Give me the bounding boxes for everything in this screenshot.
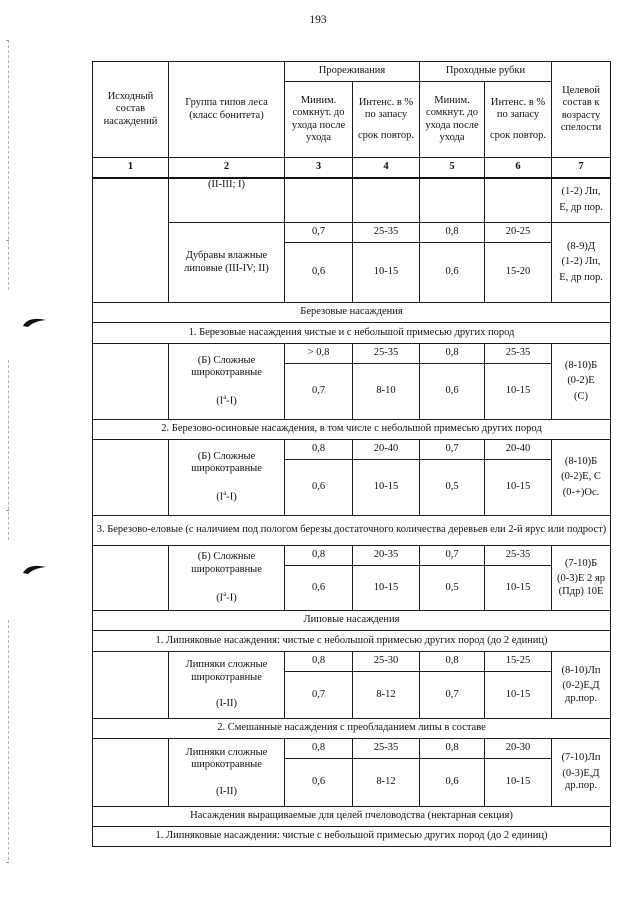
section-title: Насаждения выращиваемые для целей пчеловодства (нектарная секция) [93,807,611,827]
value-cell: 25-35 [485,344,552,364]
value-cell: 10-15 [485,364,552,420]
forest-type-name: (Б) Сложные широкотравные [191,450,262,475]
value-cell: 0,6 [420,243,485,303]
target-line: Е, др пор. [559,271,603,283]
site-class-superscript: а [223,489,227,498]
target-composition-cell [552,344,611,420]
target-line: (1-2) Лп, [561,186,601,198]
value-cell: 0,8 [285,739,353,759]
target-line: (8-10)Лп [561,664,601,676]
header-passage-cuttings: Проходные рубки [420,62,552,82]
target-line: (7-10)Б [564,557,598,569]
target-composition-cell [552,739,611,807]
value-cell: 0,6 [420,364,485,420]
target-line: (С) [574,390,589,402]
value-cell: 0,7 [285,223,353,243]
value-cell: 0,8 [285,546,353,566]
value-cell: 15-25 [485,652,552,672]
margin-tick [6,862,9,863]
header-target-composition: Целевой состав к возрасту спелости [552,62,611,158]
value-cell: 0,6 [420,759,485,807]
column-number: 1 [93,158,169,178]
value-cell: 0,8 [285,440,353,460]
value-cell: 10-15 [353,460,420,516]
site-class: $(I^а-I)$ [216,589,237,604]
subsection-title: 1. Березовые насаждения чистые и с небольшой примесью других пород [93,323,611,344]
empty-cell [485,178,552,223]
binding-hole-mark-lower [22,563,48,575]
target-line: (1-2) Лп, [561,256,601,268]
column-number: 4 [353,158,420,178]
forest-type-name: Липняки сложные широкотравные [185,746,268,771]
header-intensity-thinning [353,82,420,158]
forest-type-cell [169,739,285,807]
target-line: (0-2)Е, С [561,471,601,483]
site-class: $(I^а-I)$ [216,489,237,503]
value-cell: 8-12 [353,672,420,719]
binding-hole-mark-upper [22,316,48,328]
value-cell: 20-40 [353,440,420,460]
value-cell: 0,8 [420,739,485,759]
column-number: 6 [485,158,552,178]
value-cell: 25-35 [353,344,420,364]
value-cell: 8-12 [353,759,420,807]
subsection-title: 2. Смешанные насаждения с преобладанием липы в составе [93,719,611,739]
target-line: (8-10)Б [564,455,598,467]
value-cell: 25-35 [353,739,420,759]
header-repeat-period: срок повтор. [357,129,415,141]
value-cell: 0,7 [285,364,353,420]
value-cell: 0,8 [420,223,485,243]
section-title: Липовые насаждения [93,611,611,631]
forest-type-cell [169,546,285,611]
value-cell: 0,8 [420,344,485,364]
forest-type-name: (Б) Сложные широкотравные [191,551,262,575]
empty-cell [93,440,169,516]
header-min-density-passage: Миним. сомкнут. до ухода после ухода [420,82,485,158]
value-cell: > 0,8 [285,344,353,364]
value-cell: 0,5 [420,566,485,611]
site-class-superscript: а [223,589,227,598]
value-cell: 0,7 [420,672,485,719]
header-thinning: Прореживания [285,62,420,82]
margin-dashed-line [8,620,10,860]
forest-type-cell [169,344,285,420]
target-line: (0-3)Е 2 яр (Пдр) 10Е [557,573,605,597]
target-line: (8-9)Д [566,240,596,252]
value-cell: 20-30 [485,739,552,759]
empty-cell [353,178,420,223]
value-cell: 10-15 [485,759,552,807]
value-cell: 0,7 [285,672,353,719]
forest-type-cell: (II-III; I) [169,178,285,223]
value-cell: 0,6 [285,243,353,303]
margin-tick [6,510,9,511]
target-line: (0-+)Ос. [562,486,600,498]
header-forest-type-group: Группа типов леса (класс бонитета) [169,62,285,158]
empty-cell [93,652,169,719]
value-cell: 20-35 [353,546,420,566]
target-line: (0-3)Е,Д др.пор. [562,767,600,792]
empty-cell [93,344,169,420]
value-cell: 15-20 [485,243,552,303]
value-cell: 25-30 [353,652,420,672]
value-cell: 20-40 [485,440,552,460]
value-cell: 0,6 [285,460,353,516]
margin-dashed-line [8,40,10,290]
header-initial-composition: Исходный состав насаждений [93,62,169,158]
value-cell: 10-15 [485,566,552,611]
subsection-title: 3. Березово-еловые (с наличием под пологом березы достаточного количества деревьев ели 2-й ярус или подрост) [93,516,611,546]
target-composition-cell [552,178,611,223]
value-cell: 20-25 [485,223,552,243]
header-intensity-passage [485,82,552,158]
forest-type-cell [169,440,285,516]
empty-cell [93,223,169,303]
value-cell: 10-15 [485,672,552,719]
value-cell: 0,5 [420,460,485,516]
forest-thinning-table [92,61,611,847]
value-cell: 25-35 [485,546,552,566]
margin-dashed-line [8,360,10,540]
forest-type-name: (Б) Сложные широкотравные [191,354,262,379]
empty-cell [93,178,169,223]
value-cell: 10-15 [353,243,420,303]
target-line: (0-2)Е,Д др.пор. [562,680,600,704]
subsection-title: 1. Липняковые насаждения: чистые с небольшой примесью других пород (до 2 единиц) [93,827,611,847]
site-class-superscript: а [223,393,227,402]
value-cell: 0,7 [420,546,485,566]
empty-cell [285,178,353,223]
value-cell: 0,7 [420,440,485,460]
empty-cell [420,178,485,223]
header-intensity-label: Интенс. в % по запасу [358,96,414,121]
value-cell: 8-10 [353,364,420,420]
target-composition-cell [552,546,611,611]
value-cell: 10-15 [353,566,420,611]
target-composition-cell [552,652,611,719]
target-line: (0-2)Е [567,375,595,387]
forest-type-cell [169,652,285,719]
header-repeat-period: срок повтор. [490,129,547,141]
column-number: 3 [285,158,353,178]
header-intensity-label: Интенс. в % по запасу [490,96,546,121]
value-cell: 0,8 [285,652,353,672]
value-cell: 0,6 [285,566,353,611]
target-composition-cell [552,440,611,516]
margin-tick [6,40,9,41]
site-class: (I-II) [216,698,237,710]
forest-type-name: Липняки сложные широкотравные [185,659,268,683]
subsection-title: 2. Березово-осиновые насаждения, в том числе с небольшой примесью других пород [93,420,611,440]
target-line: (7-10)Лп [561,752,601,764]
target-line: (8-10)Б [564,359,598,371]
subsection-title: 1. Липняковые насаждения: чистые с небольшой примесью других пород (до 2 единиц) [93,631,611,652]
column-number: 2 [169,158,285,178]
section-title: Березовые насаждения [93,303,611,323]
value-cell: 10-15 [485,460,552,516]
value-cell: 0,8 [420,652,485,672]
empty-cell [93,546,169,611]
header-min-density-thinning: Миним. сомкнут. до ухода после ухода [285,82,353,158]
page-number: 193 [309,14,327,26]
value-cell: 0,6 [285,759,353,807]
forest-type-cell: Дубравы влажные липовые (III-IV; II) [169,223,285,303]
site-class: $(I^а-I)$ [216,393,237,407]
target-composition-cell [552,223,611,303]
site-class: (I-II) [216,785,237,797]
column-number: 7 [552,158,611,178]
target-line: Е, др пор. [559,201,603,213]
margin-tick [6,240,9,241]
value-cell: 25-35 [353,223,420,243]
column-number: 5 [420,158,485,178]
empty-cell [93,739,169,807]
